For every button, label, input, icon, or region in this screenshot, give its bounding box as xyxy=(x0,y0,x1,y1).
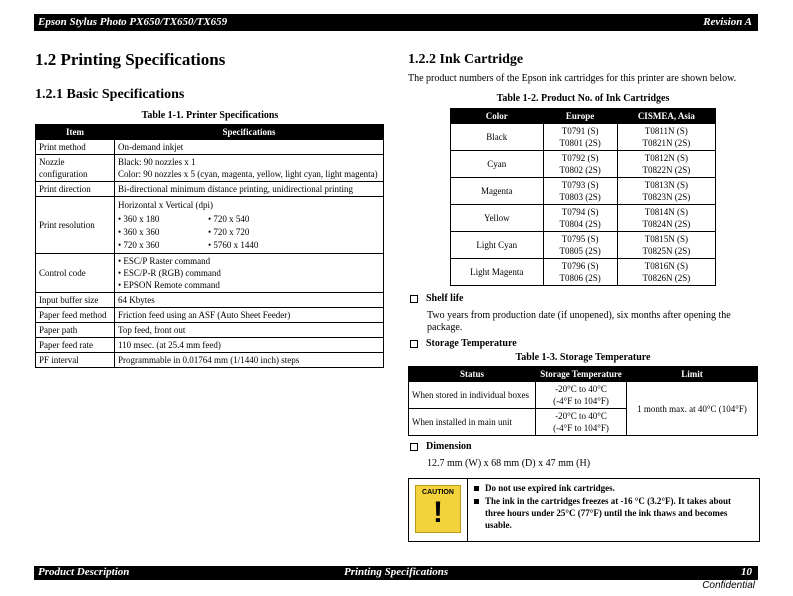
cell-spec: 64 Kbytes xyxy=(115,293,384,308)
cell-europe: T0795 (S) T0805 (2S) xyxy=(543,232,617,259)
table-row xyxy=(36,308,384,323)
control-code: • ESC/P Raster command xyxy=(118,256,211,266)
cell-limit: 1 month max. at 40°C (104°F) xyxy=(627,382,758,436)
ink-cartridge-table xyxy=(450,108,716,286)
cell-asia: T0813N (S) T0823N (2S) xyxy=(617,178,715,205)
cell-color: Cyan xyxy=(451,151,544,178)
cell-item: PF interval xyxy=(36,353,115,368)
cell-status: When stored in individual boxes xyxy=(409,382,536,409)
checkbox-square-icon xyxy=(410,295,418,303)
shelf-life-text: Two years from production date (if unopened), six months after opening the package. xyxy=(427,310,731,333)
storage-heading: Storage Temperature xyxy=(410,338,517,350)
footer-left: Product Description xyxy=(38,566,130,578)
cell-spec: Bi-directional minimum distance printing, unidirectional printing xyxy=(115,182,384,197)
table-caption-printer: Table 1-1. Printer Specifications xyxy=(141,110,279,121)
header-revision: Revision A xyxy=(703,16,752,28)
caution-line: three hours under 25°C (77°F) until the ink thaws and becomes xyxy=(485,508,728,518)
control-code: • EPSON Remote command xyxy=(118,280,220,290)
cell-europe: T0796 (S) T0806 (2S) xyxy=(543,259,617,286)
bullet-square-icon xyxy=(474,486,479,491)
table-row xyxy=(451,259,716,286)
resolution-heading: Horizontal x Vertical (dpi) xyxy=(118,200,214,210)
cell-color: Magenta xyxy=(451,178,544,205)
cell-temp: -20°C to 40°C (-4°F to 104°F) xyxy=(536,409,627,436)
resolution-value: • 5760 x 1440 xyxy=(208,240,259,250)
table-row xyxy=(36,254,384,293)
cell-asia: T0816N (S) T0826N (2S) xyxy=(617,259,715,286)
cell-color: Light Cyan xyxy=(451,232,544,259)
cell-europe: T0791 (S) T0801 (2S) xyxy=(543,124,617,151)
table-row xyxy=(36,155,384,182)
cell-asia: T0815N (S) T0825N (2S) xyxy=(617,232,715,259)
cell-item: Nozzle configuration xyxy=(36,155,115,182)
checkbox-square-icon xyxy=(410,443,418,451)
footer-confidential: Confidential xyxy=(702,580,755,591)
cell-item: Print method xyxy=(36,140,115,155)
caution-line: usable. xyxy=(485,520,512,530)
storage-temperature-table xyxy=(408,366,758,436)
col-header-item: Item xyxy=(36,125,115,140)
printer-spec-table xyxy=(35,124,384,368)
col-header-color: Color xyxy=(451,109,544,124)
col-header-spec: Specifications xyxy=(115,125,384,140)
col-header-status: Status xyxy=(409,367,536,382)
bullet-square-icon xyxy=(474,499,479,504)
cell-item: Control code xyxy=(36,254,115,293)
cell-spec xyxy=(115,254,384,293)
cell-temp: -20°C to 40°C (-4°F to 104°F) xyxy=(536,382,627,409)
table-row xyxy=(451,232,716,259)
table-row xyxy=(36,353,384,368)
table-row xyxy=(409,382,758,409)
table-row xyxy=(451,178,716,205)
subsection-title-basic: 1.2.1 Basic Specifications xyxy=(35,87,185,102)
table-row xyxy=(36,182,384,197)
col-header-limit: Limit xyxy=(627,367,758,382)
table-row xyxy=(36,338,384,353)
caution-line: Do not use expired ink cartridges. xyxy=(474,482,615,494)
col-header-asia: CISMEA, Asia xyxy=(617,109,715,124)
control-code: • ESC/P-R (RGB) command xyxy=(118,268,221,278)
cell-europe: T0792 (S) T0802 (2S) xyxy=(543,151,617,178)
table-row xyxy=(451,151,716,178)
dimension-heading: Dimension xyxy=(410,441,472,453)
cell-color: Black xyxy=(451,124,544,151)
footer-page: 10 xyxy=(741,566,752,578)
cell-spec: Friction feed using an ASF (Auto Sheet Feeder) xyxy=(115,308,384,323)
nozzle-black: Black: 90 nozzles x 1 xyxy=(118,157,196,167)
cell-spec: Programmable in 0.01764 mm (1/1440 inch) steps xyxy=(115,353,384,368)
resolution-value: • 720 x 360 xyxy=(118,240,160,250)
cell-item: Paper path xyxy=(36,323,115,338)
caution-box xyxy=(408,478,760,542)
table-caption-storage: Table 1-3. Storage Temperature xyxy=(515,352,651,363)
table-row xyxy=(36,293,384,308)
cell-spec xyxy=(115,155,384,182)
caution-icon xyxy=(415,485,461,533)
cell-item: Input buffer size xyxy=(36,293,115,308)
cell-status: When installed in main unit xyxy=(409,409,536,436)
cell-europe: T0793 (S) T0803 (2S) xyxy=(543,178,617,205)
cell-europe: T0794 (S) T0804 (2S) xyxy=(543,205,617,232)
cell-item: Paper feed rate xyxy=(36,338,115,353)
section-title: 1.2 Printing Specifications xyxy=(35,50,226,69)
cell-color: Light Magenta xyxy=(451,259,544,286)
resolution-value: • 720 x 720 xyxy=(208,227,250,237)
caution-line: The ink in the cartridges freezes at -16 °C (3.2°F). It takes about xyxy=(474,495,731,507)
cell-spec: Top feed, front out xyxy=(115,323,384,338)
col-header-europe: Europe xyxy=(543,109,617,124)
cell-asia: T0811N (S) T0821N (2S) xyxy=(617,124,715,151)
cell-item: Paper feed method xyxy=(36,308,115,323)
table-row xyxy=(451,205,716,232)
nozzle-color: Color: 90 nozzles x 5 (cyan, magenta, yellow, light cyan, light magenta) xyxy=(118,169,378,179)
shelf-life-heading: Shelf life xyxy=(410,293,464,305)
header-bar xyxy=(34,14,758,31)
footer-center: Printing Specifications xyxy=(344,566,449,578)
table-caption-ink: Table 1-2. Product No. of Ink Cartridges xyxy=(496,93,670,104)
footer-bar xyxy=(34,566,758,580)
cell-asia: T0812N (S) T0822N (2S) xyxy=(617,151,715,178)
resolution-value: • 360 x 360 xyxy=(118,227,160,237)
table-row xyxy=(451,124,716,151)
cell-item: Print direction xyxy=(36,182,115,197)
cell-asia: T0814N (S) T0824N (2S) xyxy=(617,205,715,232)
cell-spec: 110 msec. (at 25.4 mm feed) xyxy=(115,338,384,353)
checkbox-square-icon xyxy=(410,340,418,348)
table-row xyxy=(36,323,384,338)
ink-intro: The product numbers of the Epson ink cartridges for this printer are shown below. xyxy=(408,73,737,84)
table-row xyxy=(36,197,384,254)
header-model: Epson Stylus Photo PX650/TX650/TX659 xyxy=(38,16,228,28)
caution-text xyxy=(467,479,760,541)
cell-color: Yellow xyxy=(451,205,544,232)
resolution-value: • 360 x 180 xyxy=(118,214,160,224)
exclamation-icon: ! xyxy=(433,496,443,529)
col-header-temp: Storage Temperature xyxy=(536,367,627,382)
cell-spec: On-demand inkjet xyxy=(115,140,384,155)
resolution-value: • 720 x 540 xyxy=(208,214,250,224)
cell-spec xyxy=(115,197,384,254)
cell-item: Print resolution xyxy=(36,197,115,254)
dimension-text: 12.7 mm (W) x 68 mm (D) x 47 mm (H) xyxy=(427,458,591,469)
table-row xyxy=(36,140,384,155)
subsection-title-ink: 1.2.2 Ink Cartridge xyxy=(408,52,524,67)
caution-label: CAUTION xyxy=(422,489,454,496)
